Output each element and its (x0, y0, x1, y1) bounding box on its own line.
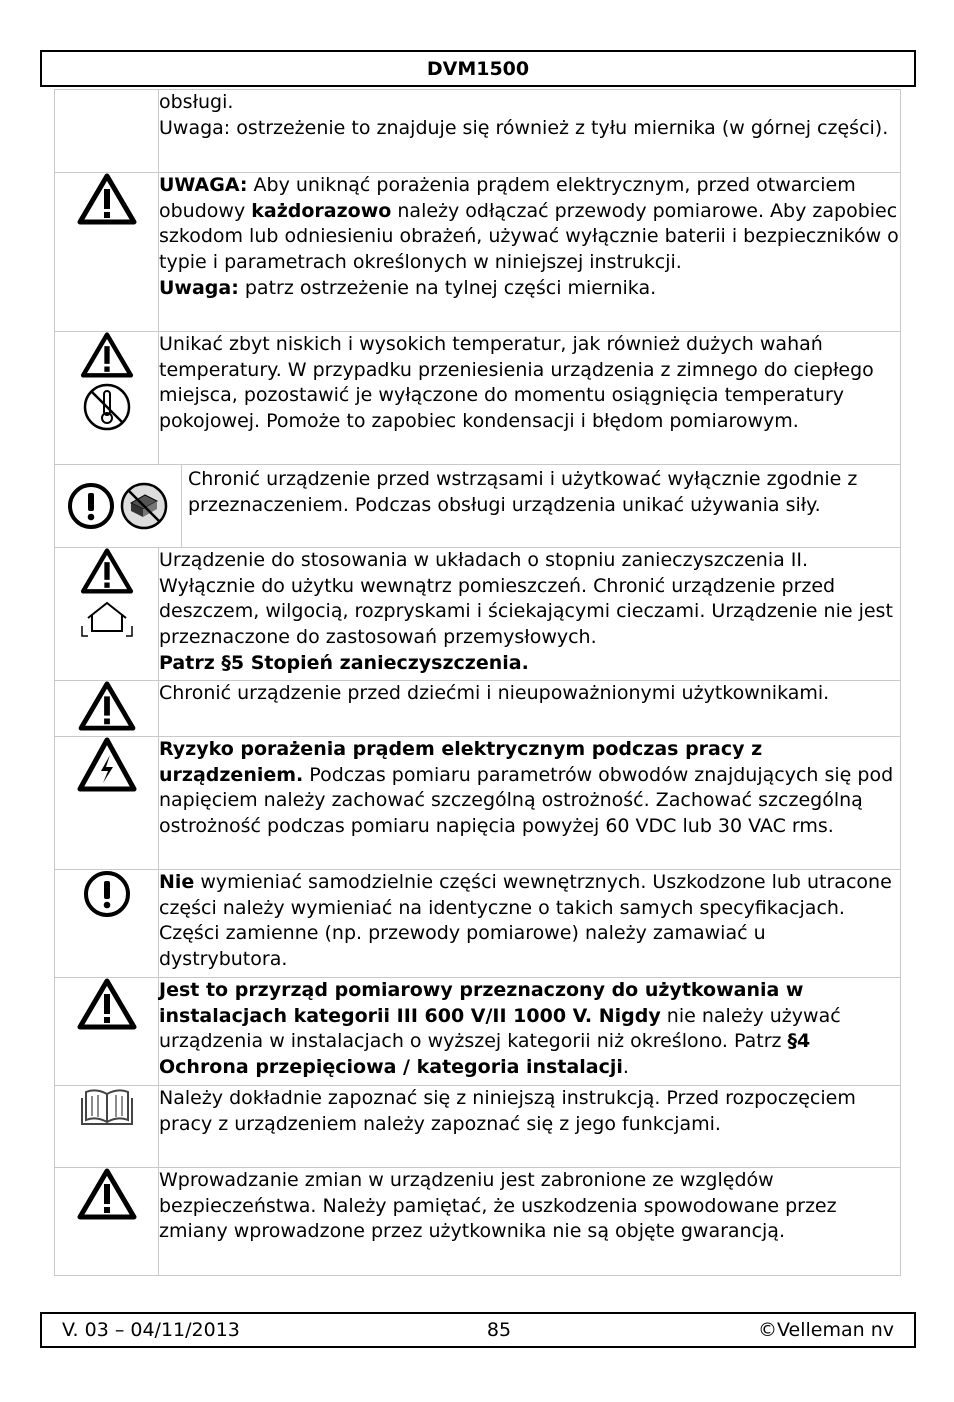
row-text: Wprowadzanie zmian w urządzeniu jest zabronione ze względów bezpieczeństwa. Należy pamiętać, że uszkodzenia spowodowane przez zmiany wprowadzone przez użytkownika nie są objęte gwarancją. (159, 1168, 901, 1276)
table-row (55, 978, 901, 1086)
warning-triangle-icon (77, 1168, 137, 1220)
table-row (55, 1168, 901, 1276)
row-bold: Jest to przyrząd pomiarowy przeznaczony do użytkowania w instalacjach kategorii III 600 V/II 1000 V. Nigdy (159, 979, 804, 1027)
warning-triangle-icon (77, 173, 137, 225)
row-bold: Nie (159, 871, 195, 893)
exclamation-circle-icon (67, 482, 115, 530)
footer-page-number: 85 (486, 1319, 512, 1341)
row-text: Urządzenie do stosowania w układach o stopniu zanieczyszczenia II. Wyłącznie do użytku wewnątrz pomieszczeń. Chronić urządzenie przed deszczem, wilgocią, rozpryskami i ściekającymi cieczami. Urządzenie nie jest przeznaczone do zastosowań przemysłowych. (159, 549, 893, 649)
indoor-house-icon (80, 598, 134, 638)
warning-triangle-icon (80, 548, 134, 594)
footer-copyright: ©Velleman nv (758, 1319, 894, 1341)
row-text: Chronić urządzenie przed wstrząsami i użytkować wyłącznie zgodnie z przeznaczeniem. Podczas obsługi urządzenia unikać używania siły. (188, 468, 858, 516)
row-bold: każdorazowo (251, 199, 392, 222)
row-text: patrz ostrzeżenie na tylnej części miernika. (238, 276, 657, 299)
warning-triangle-icon (80, 332, 134, 378)
row-text: Podczas pomiaru parametrów obwodów znajdujących się pod napięciem należy zachować szczególną ostrożność. Zachować szczególną ostrożność podczas pomiaru napięcia powyżej 60 VDC lub 30 VAC rms. (159, 763, 894, 838)
electric-shock-triangle-icon (77, 737, 137, 793)
row-bold: Patrz §5 Stopień zanieczyszczenia. (159, 651, 529, 674)
row-bold: §4 Ochrona przepięciowa / kategoria instalacji (159, 1030, 811, 1079)
header-title: DVM1500 (426, 57, 530, 80)
table-row (55, 332, 901, 465)
exclamation-circle-icon (83, 870, 131, 918)
table-row (55, 548, 901, 681)
row-bold: Ryzyko porażenia prądem elektrycznym podczas pracy z urządzeniem. (159, 738, 763, 786)
page-footer (40, 1312, 916, 1348)
row-text: obsługi. (159, 91, 234, 113)
row-text: Uwaga: ostrzeżenie to znajduje się również z tyłu miernika (w górnej części). (159, 116, 889, 139)
row-bold: UWAGA: (159, 174, 248, 196)
row-text: nie należy używać urządzenia w instalacjach o wyższej kategorii niż określono. Patrz (159, 1004, 841, 1053)
manual-book-icon (80, 1086, 134, 1126)
table-row (55, 870, 901, 978)
row-text: Chronić urządzenie przed dziećmi i nieupoważnionymi użytkownikami. (159, 681, 901, 737)
table-row (55, 681, 901, 737)
table-row (55, 1086, 901, 1168)
no-temperature-icon (82, 382, 132, 432)
warning-triangle-icon (77, 978, 137, 1030)
row-bold: Uwaga: (159, 276, 239, 299)
safety-table (54, 89, 901, 1276)
table-row (55, 465, 901, 548)
table-row (55, 737, 901, 870)
row-text: Aby uniknąć porażenia prądem elektrycznym, przed otwarciem obudowy (159, 174, 856, 222)
table-row (55, 173, 901, 332)
page-header (40, 50, 916, 87)
footer-version: V. 03 – 04/11/2013 (62, 1319, 240, 1341)
row-text: . (622, 1056, 629, 1079)
row-text: należy odłączać przewody pomiarowe. Aby zapobiec szkodom lub odniesieniu obrażeń, używać wyłącznie baterii i bezpieczników o typie i parametrach określonych w niniejszej instrukcji. (159, 199, 899, 274)
row-text: wymieniać samodzielnie części wewnętrznych. Uszkodzone lub utracone części należy wymieniać na identyczne o takich samych specyfikacjach. Części zamienne (np. przewody pomiarowe) należy zamawiać u dystrybutora. (159, 871, 892, 971)
row-text: Unikać zbyt niskich i wysokich temperatur, jak również dużych wahań temperatury. W przypadku przeniesienia urządzenia z zimnego do ciepłego miejsca, pozostawić je wyłączone do momentu osiągnięcia temperatury pokojowej. Pomoże to zapobiec kondensacji i błędom pomiarowym. (159, 332, 901, 465)
row-text: Należy dokładnie zapoznać się z niniejszą instrukcją. Przed rozpoczęciem pracy z urządzeniem należy zapoznać się z jego funkcjami. (159, 1086, 901, 1168)
table-row (55, 90, 901, 173)
no-drop-icon (119, 481, 169, 531)
warning-triangle-icon (77, 681, 137, 731)
